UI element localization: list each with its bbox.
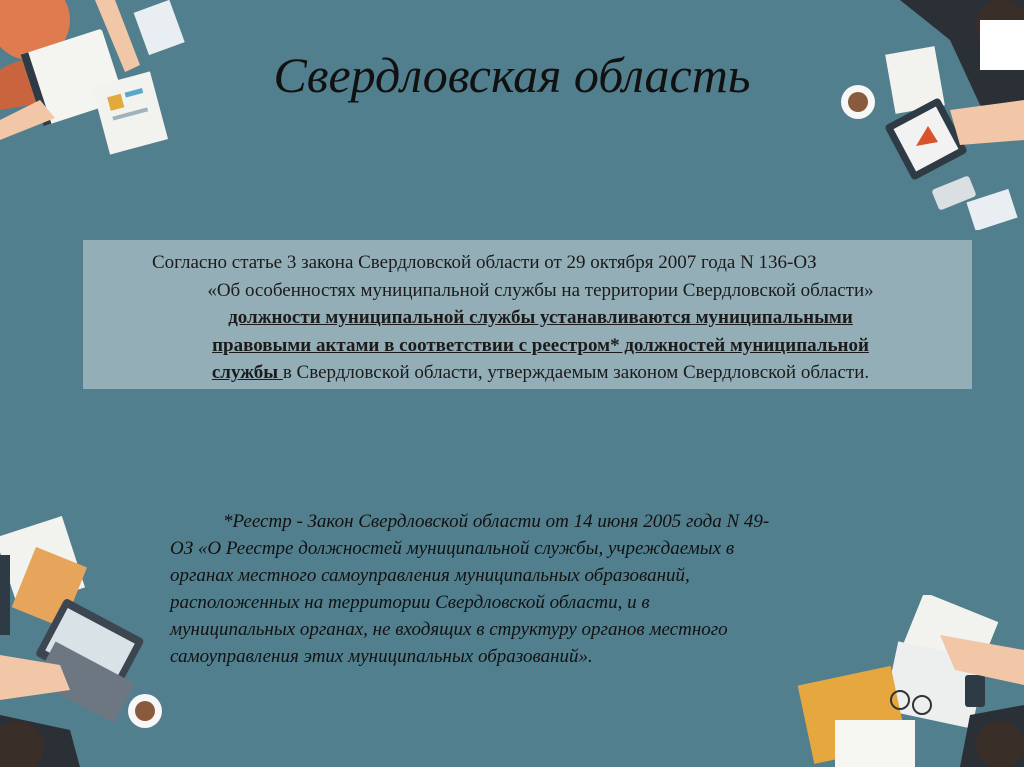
footnote-line-6: самоуправления этих муниципальных образований». bbox=[170, 646, 593, 667]
registry-footnote bbox=[170, 508, 890, 670]
footnote-line-3: органах местного самоуправления муниципальных образований, bbox=[170, 565, 690, 586]
law-quote-emphasis-2: правовыми актами в соответствии с реестром* должностей муниципальной bbox=[212, 334, 869, 356]
slide-title: Свердловская область bbox=[273, 47, 751, 103]
footnote-line-5: муниципальных органах, не входящих в структуру органов местного bbox=[170, 619, 728, 640]
law-quote-line1: Согласно статье 3 закона Свердловской области от 29 октября 2007 года N 136-ОЗ bbox=[152, 252, 817, 273]
footnote-line-4: расположенных на территории Свердловской области, и в bbox=[170, 592, 650, 613]
law-quote-law-title: «Об особенностях муниципальной службы на территории Свердловской области» bbox=[207, 279, 874, 301]
law-quote-tail: в Свердловской области, утверждаемым законом Свердловской области. bbox=[282, 362, 870, 383]
desk-illustration-top-right bbox=[830, 0, 1024, 230]
law-quote-box bbox=[83, 240, 972, 389]
footnote-line-1: *Реестр - Закон Свердловской области от 14 июня 2005 года N 49- bbox=[223, 511, 770, 532]
law-quote-emphasis-3: службы bbox=[211, 362, 283, 383]
footnote-line-2: ОЗ «О Реестре должностей муниципальной службы, учреждаемых в bbox=[170, 538, 735, 559]
law-quote-emphasis-1: должности муниципальной службы устанавливаются муниципальными bbox=[228, 307, 853, 328]
desk-illustration-bottom-left bbox=[0, 515, 175, 767]
